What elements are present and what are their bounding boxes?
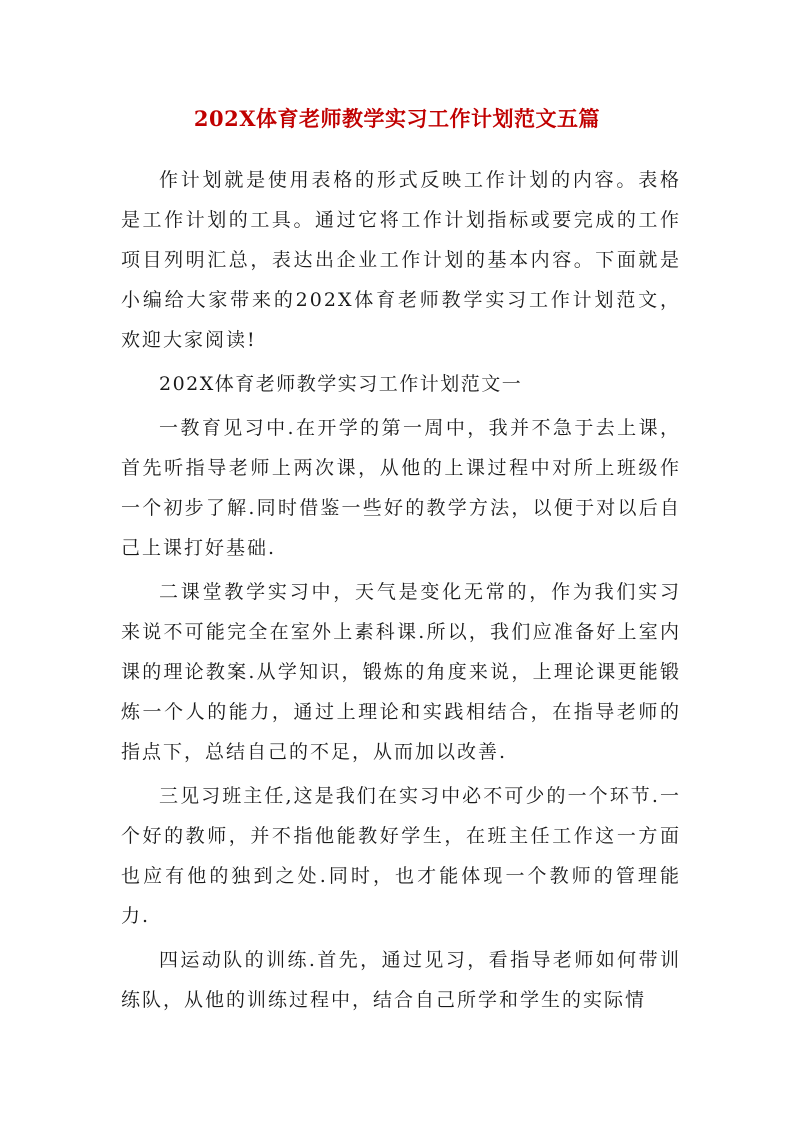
- body-paragraph-2: 二课堂教学实习中，天气是变化无常的，作为我们实习来说不可能完全在室外上素科课.所以，我们应准备好上室内课的理论教案.从学知识，锻炼的角度来说，上理论课更能锻炼一个人的能力，通过上理论和实践相结合，在指导老师的指点下，总结自己的不足，从而加以改善.: [121, 581, 681, 763]
- body-paragraph-4: 四运动队的训练.首先，通过见习，看指导老师如何带训练队，从他的训练过程中，结合自己所学和学生的实际情: [121, 949, 681, 1011]
- document-body: [121, 160, 681, 1020]
- document-title: 202X体育老师教学实习工作计划范文五篇: [193, 106, 601, 131]
- intro-paragraph: 作计划就是使用表格的形式反映工作计划的内容。表格是工作计划的工具。通过它将工作计划指标或要完成的工作项目列明汇总，表达出企业工作计划的基本内容。下面就是小编给大家带来的202X体育老师教学实习工作计划范文，欢迎大家阅读!: [121, 169, 681, 351]
- section-heading: 202X体育老师教学实习工作计划范文一: [159, 373, 523, 395]
- body-paragraph-1: 一教育见习中.在开学的第一周中，我并不急于去上课，首先听指导老师上两次课，从他的上课过程中对所上班级作一个初步了解.同时借鉴一些好的教学方法，以便于对以后自己上课打好基础.: [121, 417, 681, 559]
- body-paragraph-3: 三见习班主任,这是我们在实习中必不可少的一个环节.一个好的教师，并不指他能教好学生，在班主任工作这一方面也应有他的独到之处.同时，也才能体现一个教师的管理能力.: [121, 785, 681, 927]
